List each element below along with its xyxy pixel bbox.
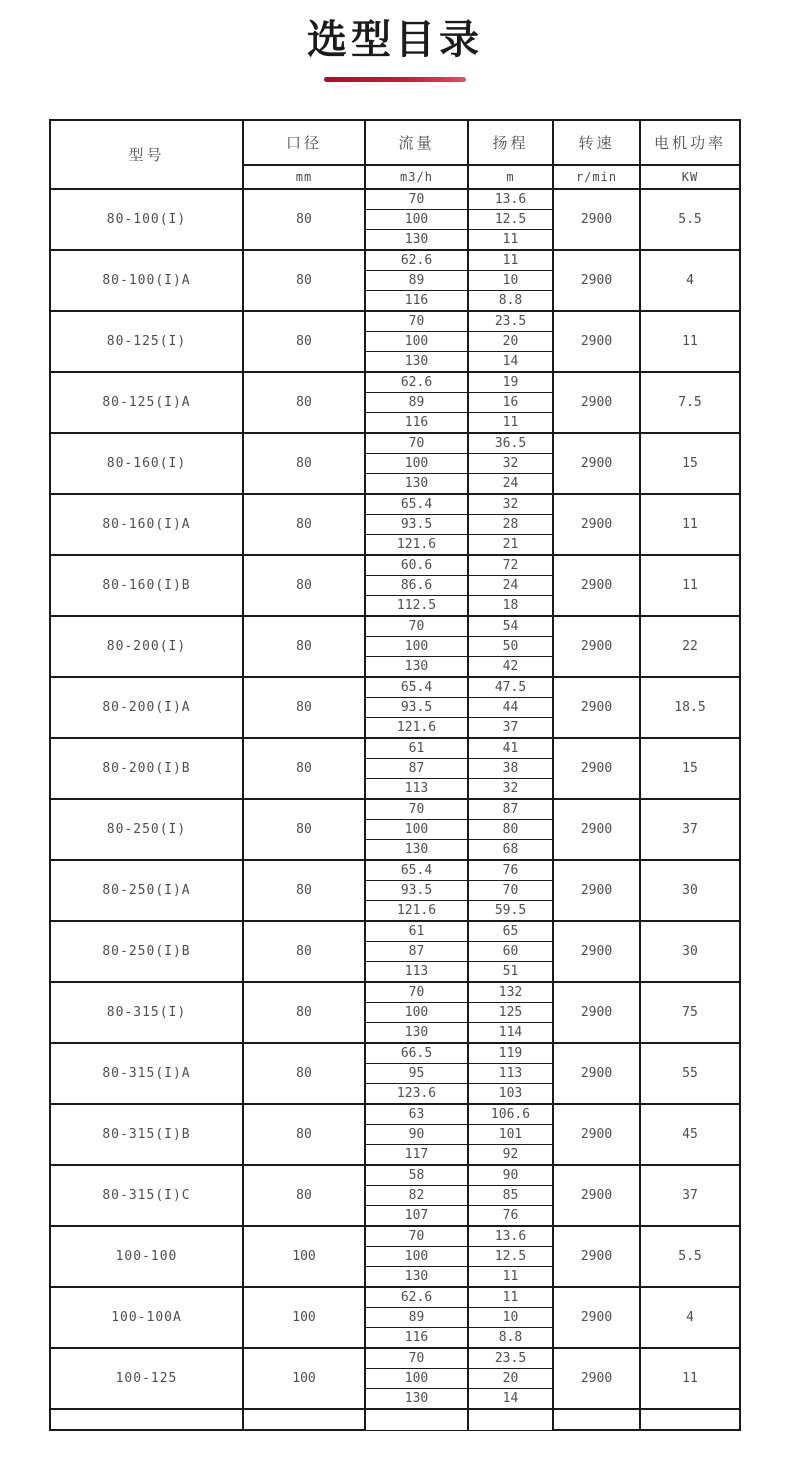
flow-value-cell: 93.5 bbox=[365, 881, 468, 901]
head-value-cell: 60 bbox=[468, 942, 553, 962]
table-row bbox=[50, 1226, 740, 1247]
diameter-cell: 80 bbox=[243, 1043, 365, 1104]
head-value-cell: 92 bbox=[468, 1145, 553, 1166]
model-cell: 80-100(I) bbox=[50, 189, 243, 250]
power-cell bbox=[640, 1409, 740, 1430]
head-value-cell: 37 bbox=[468, 718, 553, 739]
diameter-cell: 80 bbox=[243, 555, 365, 616]
speed-cell: 2900 bbox=[553, 1043, 640, 1104]
flow-value-cell: 123.6 bbox=[365, 1084, 468, 1105]
speed-cell: 2900 bbox=[553, 1287, 640, 1348]
head-value-cell: 47.5 bbox=[468, 677, 553, 698]
header-flow: 流量 bbox=[365, 120, 468, 165]
table-row bbox=[50, 921, 740, 942]
table-row bbox=[50, 1043, 740, 1064]
table-row bbox=[50, 555, 740, 576]
model-cell: 80-315(I) bbox=[50, 982, 243, 1043]
flow-value-cell: 93.5 bbox=[365, 515, 468, 535]
diameter-cell: 80 bbox=[243, 860, 365, 921]
model-cell: 80-315(I)C bbox=[50, 1165, 243, 1226]
flow-value-cell: 95 bbox=[365, 1064, 468, 1084]
model-cell: 80-250(I)B bbox=[50, 921, 243, 982]
flow-value-cell: 58 bbox=[365, 1165, 468, 1186]
pump-selection-table bbox=[49, 119, 741, 1431]
title-underline-bar bbox=[324, 77, 466, 82]
head-value-cell: 70 bbox=[468, 881, 553, 901]
power-cell: 4 bbox=[640, 1287, 740, 1348]
head-value-cell: 20 bbox=[468, 332, 553, 352]
flow-value-cell: 66.5 bbox=[365, 1043, 468, 1064]
speed-cell: 2900 bbox=[553, 311, 640, 372]
head-value-cell: 8.8 bbox=[468, 291, 553, 312]
power-cell: 30 bbox=[640, 921, 740, 982]
flow-value-cell: 60.6 bbox=[365, 555, 468, 576]
head-value-cell: 68 bbox=[468, 840, 553, 861]
flow-value-cell: 90 bbox=[365, 1125, 468, 1145]
head-value-cell: 76 bbox=[468, 1206, 553, 1227]
flow-value-cell: 130 bbox=[365, 1023, 468, 1044]
flow-value-cell: 70 bbox=[365, 189, 468, 210]
head-value-cell: 76 bbox=[468, 860, 553, 881]
power-cell: 7.5 bbox=[640, 372, 740, 433]
unit-power: KW bbox=[640, 165, 740, 189]
flow-value-cell: 87 bbox=[365, 942, 468, 962]
diameter-cell: 80 bbox=[243, 738, 365, 799]
table-row bbox=[50, 799, 740, 820]
table-row-partial bbox=[50, 1409, 740, 1430]
flow-value-cell: 100 bbox=[365, 454, 468, 474]
power-cell: 37 bbox=[640, 799, 740, 860]
flow-value-cell: 100 bbox=[365, 1003, 468, 1023]
flow-value-cell: 130 bbox=[365, 352, 468, 373]
flow-value-cell: 130 bbox=[365, 840, 468, 861]
power-cell: 15 bbox=[640, 433, 740, 494]
diameter-cell: 100 bbox=[243, 1226, 365, 1287]
table-row bbox=[50, 860, 740, 881]
head-value-cell bbox=[468, 1409, 553, 1430]
flow-value-cell: 70 bbox=[365, 311, 468, 332]
flow-value-cell: 86.6 bbox=[365, 576, 468, 596]
table-row bbox=[50, 677, 740, 698]
head-value-cell: 32 bbox=[468, 454, 553, 474]
diameter-cell: 80 bbox=[243, 982, 365, 1043]
unit-diameter: mm bbox=[243, 165, 365, 189]
flow-value-cell: 61 bbox=[365, 738, 468, 759]
head-value-cell: 32 bbox=[468, 494, 553, 515]
flow-value-cell bbox=[365, 1409, 468, 1430]
flow-value-cell: 116 bbox=[365, 1328, 468, 1349]
flow-value-cell: 62.6 bbox=[365, 250, 468, 271]
head-value-cell: 16 bbox=[468, 393, 553, 413]
flow-value-cell: 130 bbox=[365, 474, 468, 495]
flow-value-cell: 121.6 bbox=[365, 901, 468, 922]
diameter-cell: 80 bbox=[243, 189, 365, 250]
power-cell: 22 bbox=[640, 616, 740, 677]
speed-cell: 2900 bbox=[553, 555, 640, 616]
speed-cell: 2900 bbox=[553, 738, 640, 799]
flow-value-cell: 130 bbox=[365, 1389, 468, 1410]
head-value-cell: 14 bbox=[468, 352, 553, 373]
head-value-cell: 11 bbox=[468, 250, 553, 271]
table-body bbox=[50, 189, 740, 1430]
power-cell: 75 bbox=[640, 982, 740, 1043]
model-cell: 100-100 bbox=[50, 1226, 243, 1287]
head-value-cell: 24 bbox=[468, 474, 553, 495]
flow-value-cell: 65.4 bbox=[365, 494, 468, 515]
head-value-cell: 101 bbox=[468, 1125, 553, 1145]
model-cell: 100-125 bbox=[50, 1348, 243, 1409]
header-power: 电机功率 bbox=[640, 120, 740, 165]
head-value-cell: 14 bbox=[468, 1389, 553, 1410]
model-cell: 80-315(I)A bbox=[50, 1043, 243, 1104]
power-cell: 37 bbox=[640, 1165, 740, 1226]
table-row bbox=[50, 250, 740, 271]
diameter-cell: 80 bbox=[243, 433, 365, 494]
diameter-cell: 80 bbox=[243, 616, 365, 677]
page-title: 选型目录 bbox=[307, 17, 483, 63]
flow-value-cell: 130 bbox=[365, 230, 468, 251]
speed-cell: 2900 bbox=[553, 616, 640, 677]
unit-head: m bbox=[468, 165, 553, 189]
power-cell: 11 bbox=[640, 494, 740, 555]
head-value-cell: 114 bbox=[468, 1023, 553, 1044]
diameter-cell: 80 bbox=[243, 677, 365, 738]
head-value-cell: 44 bbox=[468, 698, 553, 718]
head-value-cell: 13.6 bbox=[468, 1226, 553, 1247]
head-value-cell: 87 bbox=[468, 799, 553, 820]
flow-value-cell: 130 bbox=[365, 657, 468, 678]
flow-value-cell: 65.4 bbox=[365, 677, 468, 698]
head-value-cell: 12.5 bbox=[468, 210, 553, 230]
flow-value-cell: 100 bbox=[365, 820, 468, 840]
speed-cell: 2900 bbox=[553, 189, 640, 250]
power-cell: 45 bbox=[640, 1104, 740, 1165]
flow-value-cell: 107 bbox=[365, 1206, 468, 1227]
table-row bbox=[50, 1348, 740, 1369]
flow-value-cell: 116 bbox=[365, 291, 468, 312]
head-value-cell: 19 bbox=[468, 372, 553, 393]
power-cell: 11 bbox=[640, 1348, 740, 1409]
flow-value-cell: 93.5 bbox=[365, 698, 468, 718]
head-value-cell: 20 bbox=[468, 1369, 553, 1389]
power-cell: 15 bbox=[640, 738, 740, 799]
head-value-cell: 119 bbox=[468, 1043, 553, 1064]
head-value-cell: 51 bbox=[468, 962, 553, 983]
power-cell: 30 bbox=[640, 860, 740, 921]
diameter-cell: 80 bbox=[243, 921, 365, 982]
flow-value-cell: 70 bbox=[365, 799, 468, 820]
table-header bbox=[50, 120, 740, 189]
flow-value-cell: 61 bbox=[365, 921, 468, 942]
diameter-cell: 100 bbox=[243, 1348, 365, 1409]
head-value-cell: 32 bbox=[468, 779, 553, 800]
head-value-cell: 11 bbox=[468, 230, 553, 251]
power-cell: 18.5 bbox=[640, 677, 740, 738]
flow-value-cell: 100 bbox=[365, 1247, 468, 1267]
head-value-cell: 28 bbox=[468, 515, 553, 535]
flow-value-cell: 100 bbox=[365, 1369, 468, 1389]
head-value-cell: 8.8 bbox=[468, 1328, 553, 1349]
speed-cell: 2900 bbox=[553, 860, 640, 921]
table-row bbox=[50, 311, 740, 332]
header-model: 型号 bbox=[50, 120, 243, 189]
model-cell: 80-125(I)A bbox=[50, 372, 243, 433]
head-value-cell: 80 bbox=[468, 820, 553, 840]
speed-cell: 2900 bbox=[553, 372, 640, 433]
speed-cell: 2900 bbox=[553, 677, 640, 738]
flow-value-cell: 100 bbox=[365, 332, 468, 352]
table-row bbox=[50, 738, 740, 759]
table-row bbox=[50, 494, 740, 515]
flow-value-cell: 70 bbox=[365, 1226, 468, 1247]
model-cell: 80-315(I)B bbox=[50, 1104, 243, 1165]
diameter-cell bbox=[243, 1409, 365, 1430]
flow-value-cell: 116 bbox=[365, 413, 468, 434]
head-value-cell: 38 bbox=[468, 759, 553, 779]
table-row bbox=[50, 189, 740, 210]
header-row bbox=[50, 120, 740, 165]
flow-value-cell: 70 bbox=[365, 616, 468, 637]
head-value-cell: 90 bbox=[468, 1165, 553, 1186]
table-row bbox=[50, 1165, 740, 1186]
diameter-cell: 100 bbox=[243, 1287, 365, 1348]
model-cell: 80-100(I)A bbox=[50, 250, 243, 311]
head-value-cell: 41 bbox=[468, 738, 553, 759]
head-value-cell: 10 bbox=[468, 271, 553, 291]
table-row bbox=[50, 616, 740, 637]
head-value-cell: 132 bbox=[468, 982, 553, 1003]
diameter-cell: 80 bbox=[243, 494, 365, 555]
power-cell: 11 bbox=[640, 555, 740, 616]
diameter-cell: 80 bbox=[243, 1165, 365, 1226]
flow-value-cell: 65.4 bbox=[365, 860, 468, 881]
speed-cell: 2900 bbox=[553, 433, 640, 494]
speed-cell: 2900 bbox=[553, 494, 640, 555]
head-value-cell: 12.5 bbox=[468, 1247, 553, 1267]
head-value-cell: 106.6 bbox=[468, 1104, 553, 1125]
flow-value-cell: 113 bbox=[365, 779, 468, 800]
head-value-cell: 10 bbox=[468, 1308, 553, 1328]
flow-value-cell: 89 bbox=[365, 271, 468, 291]
model-cell: 80-160(I)A bbox=[50, 494, 243, 555]
model-cell: 80-125(I) bbox=[50, 311, 243, 372]
flow-value-cell: 70 bbox=[365, 982, 468, 1003]
speed-cell: 2900 bbox=[553, 1348, 640, 1409]
table-row bbox=[50, 982, 740, 1003]
head-value-cell: 18 bbox=[468, 596, 553, 617]
header-speed: 转速 bbox=[553, 120, 640, 165]
table-row bbox=[50, 433, 740, 454]
head-value-cell: 42 bbox=[468, 657, 553, 678]
flow-value-cell: 100 bbox=[365, 210, 468, 230]
head-value-cell: 11 bbox=[468, 413, 553, 434]
head-value-cell: 11 bbox=[468, 1267, 553, 1288]
speed-cell: 2900 bbox=[553, 921, 640, 982]
speed-cell: 2900 bbox=[553, 1226, 640, 1287]
model-cell: 100-100A bbox=[50, 1287, 243, 1348]
flow-value-cell: 62.6 bbox=[365, 1287, 468, 1308]
head-value-cell: 113 bbox=[468, 1064, 553, 1084]
flow-value-cell: 100 bbox=[365, 637, 468, 657]
flow-value-cell: 62.6 bbox=[365, 372, 468, 393]
head-value-cell: 11 bbox=[468, 1287, 553, 1308]
head-value-cell: 36.5 bbox=[468, 433, 553, 454]
power-cell: 5.5 bbox=[640, 1226, 740, 1287]
head-value-cell: 72 bbox=[468, 555, 553, 576]
head-value-cell: 23.5 bbox=[468, 1348, 553, 1369]
diameter-cell: 80 bbox=[243, 372, 365, 433]
model-cell bbox=[50, 1409, 243, 1430]
table-row bbox=[50, 372, 740, 393]
power-cell: 5.5 bbox=[640, 189, 740, 250]
power-cell: 11 bbox=[640, 311, 740, 372]
table-row bbox=[50, 1287, 740, 1308]
flow-value-cell: 89 bbox=[365, 1308, 468, 1328]
speed-cell: 2900 bbox=[553, 982, 640, 1043]
flow-value-cell: 121.6 bbox=[365, 535, 468, 556]
model-cell: 80-200(I)B bbox=[50, 738, 243, 799]
flow-value-cell: 82 bbox=[365, 1186, 468, 1206]
head-value-cell: 65 bbox=[468, 921, 553, 942]
head-value-cell: 13.6 bbox=[468, 189, 553, 210]
model-cell: 80-160(I)B bbox=[50, 555, 243, 616]
diameter-cell: 80 bbox=[243, 311, 365, 372]
header-diameter: 口径 bbox=[243, 120, 365, 165]
diameter-cell: 80 bbox=[243, 799, 365, 860]
head-value-cell: 23.5 bbox=[468, 311, 553, 332]
flow-value-cell: 70 bbox=[365, 1348, 468, 1369]
model-cell: 80-250(I) bbox=[50, 799, 243, 860]
model-cell: 80-200(I)A bbox=[50, 677, 243, 738]
diameter-cell: 80 bbox=[243, 250, 365, 311]
head-value-cell: 24 bbox=[468, 576, 553, 596]
flow-value-cell: 89 bbox=[365, 393, 468, 413]
speed-cell: 2900 bbox=[553, 799, 640, 860]
power-cell: 55 bbox=[640, 1043, 740, 1104]
head-value-cell: 54 bbox=[468, 616, 553, 637]
flow-value-cell: 63 bbox=[365, 1104, 468, 1125]
speed-cell bbox=[553, 1409, 640, 1430]
unit-speed: r/min bbox=[553, 165, 640, 189]
head-value-cell: 85 bbox=[468, 1186, 553, 1206]
power-cell: 4 bbox=[640, 250, 740, 311]
flow-value-cell: 87 bbox=[365, 759, 468, 779]
head-value-cell: 21 bbox=[468, 535, 553, 556]
head-value-cell: 59.5 bbox=[468, 901, 553, 922]
flow-value-cell: 70 bbox=[365, 433, 468, 454]
model-cell: 80-250(I)A bbox=[50, 860, 243, 921]
speed-cell: 2900 bbox=[553, 1104, 640, 1165]
flow-value-cell: 113 bbox=[365, 962, 468, 983]
flow-value-cell: 121.6 bbox=[365, 718, 468, 739]
table-row bbox=[50, 1104, 740, 1125]
speed-cell: 2900 bbox=[553, 250, 640, 311]
head-value-cell: 125 bbox=[468, 1003, 553, 1023]
model-cell: 80-160(I) bbox=[50, 433, 243, 494]
unit-flow: m3/h bbox=[365, 165, 468, 189]
head-value-cell: 50 bbox=[468, 637, 553, 657]
flow-value-cell: 117 bbox=[365, 1145, 468, 1166]
diameter-cell: 80 bbox=[243, 1104, 365, 1165]
header-head: 扬程 bbox=[468, 120, 553, 165]
flow-value-cell: 130 bbox=[365, 1267, 468, 1288]
model-cell: 80-200(I) bbox=[50, 616, 243, 677]
head-value-cell: 103 bbox=[468, 1084, 553, 1105]
flow-value-cell: 112.5 bbox=[365, 596, 468, 617]
speed-cell: 2900 bbox=[553, 1165, 640, 1226]
